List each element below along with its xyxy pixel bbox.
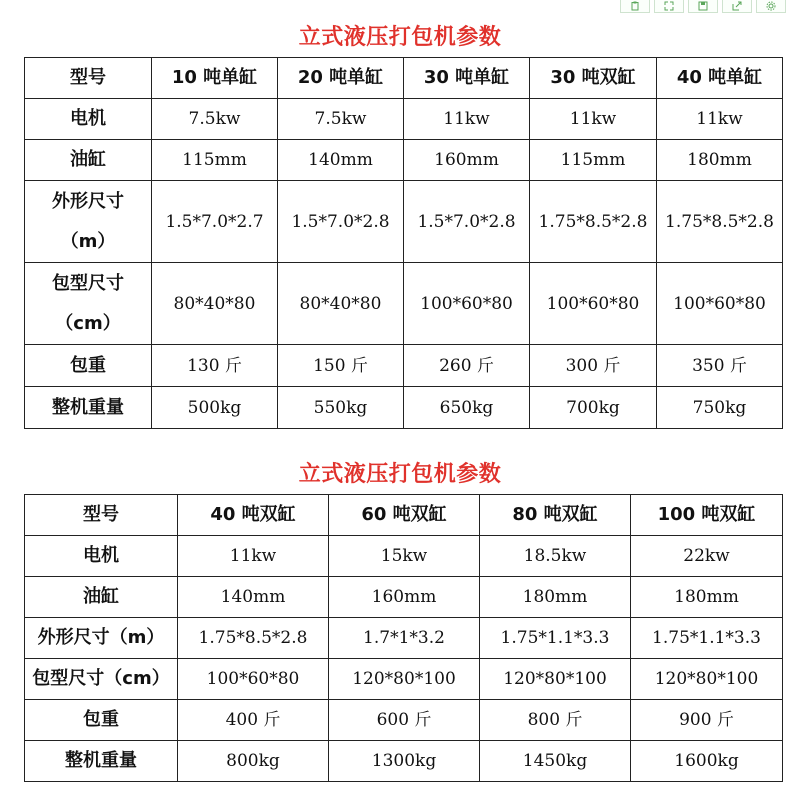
table-cell: 150 斤: [278, 345, 404, 387]
table-cell: 1.75*1.1*3.3: [480, 618, 631, 659]
expand-icon[interactable]: [654, 0, 684, 13]
table-cell: 750kg: [657, 387, 783, 429]
table-cell: 1.75*1.1*3.3: [631, 618, 783, 659]
table-cell: 260 斤: [404, 345, 530, 387]
spec-table-1: [24, 57, 783, 429]
table-cell: 700kg: [530, 387, 657, 429]
table-row: [25, 741, 783, 782]
table-cell: 500kg: [152, 387, 278, 429]
table-cell: 550kg: [278, 387, 404, 429]
table-cell: 1450kg: [480, 741, 631, 782]
row-label: 油缸: [25, 577, 178, 618]
row-label: [25, 181, 152, 263]
table-cell: 160mm: [404, 140, 530, 181]
model-header: 30 吨单缸: [404, 58, 530, 99]
table-cell: 300 斤: [530, 345, 657, 387]
table-cell: 100*60*80: [657, 263, 783, 345]
row-label-line: 外形尺寸: [52, 190, 124, 212]
model-header: 40 吨双缸: [178, 495, 329, 536]
table-cell: 115mm: [152, 140, 278, 181]
model-header: 80 吨双缸: [480, 495, 631, 536]
table-row: [25, 58, 783, 99]
table-cell: 11kw: [657, 99, 783, 140]
table-cell: 120*80*100: [329, 659, 480, 700]
table-cell: 400 斤: [178, 700, 329, 741]
row-label-unit: （cm）: [55, 312, 121, 334]
table-cell: 100*60*80: [178, 659, 329, 700]
table-cell: 1.7*1*3.2: [329, 618, 480, 659]
save-icon[interactable]: [688, 0, 718, 13]
table-cell: 80*40*80: [278, 263, 404, 345]
settings-icon[interactable]: [756, 0, 786, 13]
row-label-unit: （m）: [60, 230, 116, 252]
clipboard-icon[interactable]: [620, 0, 650, 13]
table-cell: 115mm: [530, 140, 657, 181]
table-cell: 1600kg: [631, 741, 783, 782]
table-row: [25, 387, 783, 429]
table-cell: 180mm: [631, 577, 783, 618]
table-cell: 1.5*7.0*2.8: [278, 181, 404, 263]
row-label: [25, 263, 152, 345]
model-header: 100 吨双缸: [631, 495, 783, 536]
table-cell: 1300kg: [329, 741, 480, 782]
table-cell: 160mm: [329, 577, 480, 618]
table-cell: 1.75*8.5*2.8: [657, 181, 783, 263]
row-label: 外形尺寸（m）: [25, 618, 178, 659]
model-header: 40 吨单缸: [657, 58, 783, 99]
table-cell: 1.5*7.0*2.7: [152, 181, 278, 263]
table-cell: 800kg: [178, 741, 329, 782]
table-cell: 120*80*100: [631, 659, 783, 700]
row-label: 整机重量: [25, 387, 152, 429]
table-cell: 1.75*8.5*2.8: [530, 181, 657, 263]
table-cell: 7.5kw: [152, 99, 278, 140]
row-label: 电机: [25, 536, 178, 577]
table-cell: 140mm: [278, 140, 404, 181]
row-label-line: 包型尺寸: [52, 272, 124, 294]
table-row: [25, 495, 783, 536]
table2-title: 立式液压打包机参数: [298, 462, 502, 487]
table-cell: 130 斤: [152, 345, 278, 387]
model-header: 20 吨单缸: [278, 58, 404, 99]
table-cell: 120*80*100: [480, 659, 631, 700]
table-row: [25, 659, 783, 700]
table-row: [25, 536, 783, 577]
table-cell: 11kw: [404, 99, 530, 140]
row-label: 油缸: [25, 140, 152, 181]
table-cell: 7.5kw: [278, 99, 404, 140]
spec-table-2: [24, 494, 783, 782]
table-row: [25, 700, 783, 741]
table-cell: 650kg: [404, 387, 530, 429]
table-cell: 900 斤: [631, 700, 783, 741]
table-cell: 11kw: [178, 536, 329, 577]
model-header: 10 吨单缸: [152, 58, 278, 99]
table-row: [25, 345, 783, 387]
row-label: 整机重量: [25, 741, 178, 782]
row-label: 电机: [25, 99, 152, 140]
table-row: [25, 618, 783, 659]
export-icon[interactable]: [722, 0, 752, 13]
table-cell: 80*40*80: [152, 263, 278, 345]
table-cell: 11kw: [530, 99, 657, 140]
model-header: 60 吨双缸: [329, 495, 480, 536]
table-cell: 180mm: [480, 577, 631, 618]
table-cell: 18.5kw: [480, 536, 631, 577]
table-cell: 1.5*7.0*2.8: [404, 181, 530, 263]
row-label: 包重: [25, 345, 152, 387]
table-row: [25, 181, 783, 263]
header-label: 型号: [25, 58, 152, 99]
table-row: [25, 577, 783, 618]
table-cell: 800 斤: [480, 700, 631, 741]
toolbar: [620, 0, 786, 14]
table-cell: 22kw: [631, 536, 783, 577]
table1-title: 立式液压打包机参数: [298, 25, 502, 50]
table-cell: 1.75*8.5*2.8: [178, 618, 329, 659]
table-row: [25, 140, 783, 181]
table-row: [25, 263, 783, 345]
table-cell: 100*60*80: [530, 263, 657, 345]
model-header: 30 吨双缸: [530, 58, 657, 99]
table-cell: 350 斤: [657, 345, 783, 387]
table-cell: 100*60*80: [404, 263, 530, 345]
table-cell: 15kw: [329, 536, 480, 577]
header-label: 型号: [25, 495, 178, 536]
table-row: [25, 99, 783, 140]
row-label: 包型尺寸（cm）: [25, 659, 178, 700]
row-label: 包重: [25, 700, 178, 741]
table-cell: 180mm: [657, 140, 783, 181]
table-cell: 600 斤: [329, 700, 480, 741]
table-cell: 140mm: [178, 577, 329, 618]
